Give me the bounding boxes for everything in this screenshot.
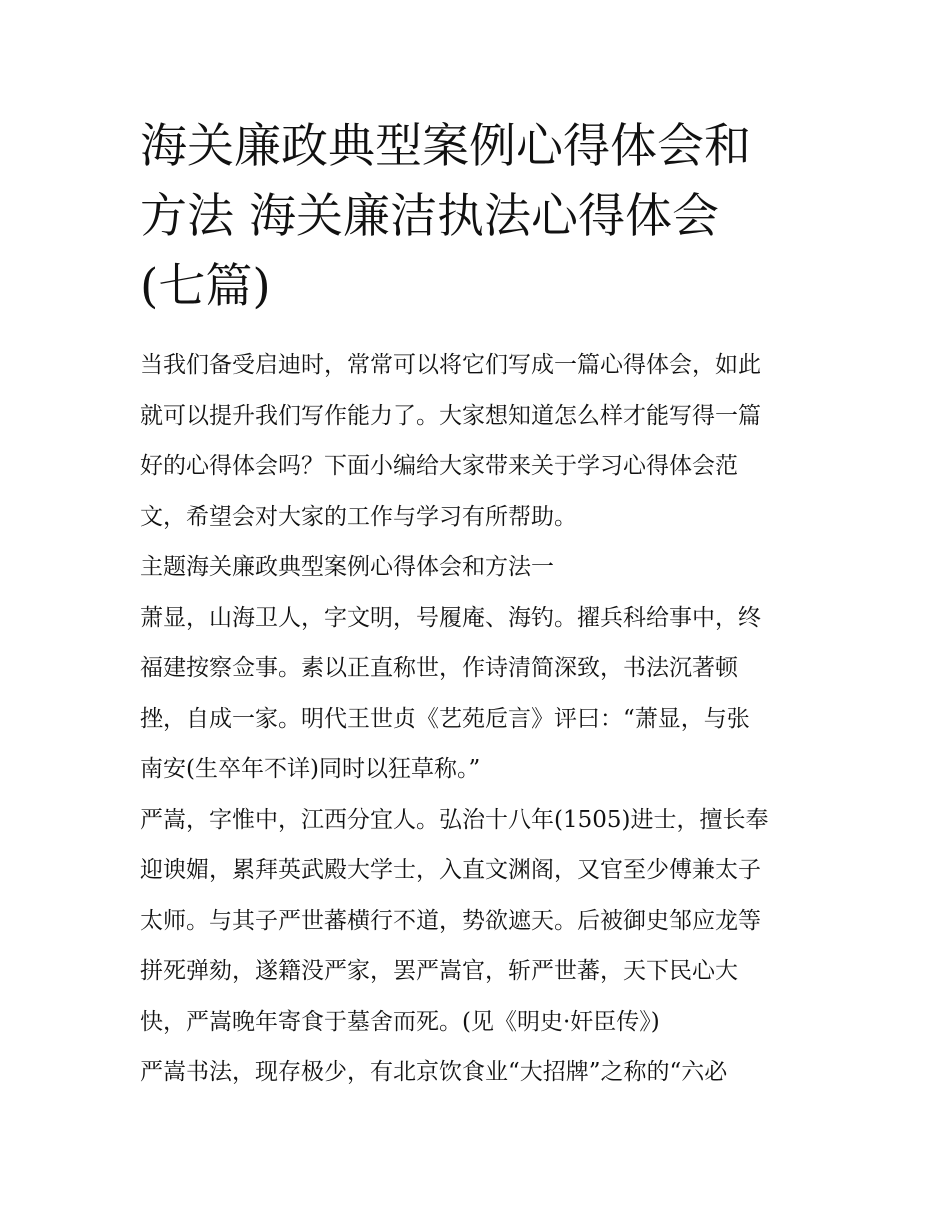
- text-line: 当我们备受启迪时，常常可以将它们写成一篇心得体会，如此: [140, 352, 761, 378]
- yan-song-paragraph: [140, 795, 830, 1048]
- intro-paragraph: [140, 340, 830, 542]
- text-line: 太师。与其子严世蕃横行不道，势欲遮天。后被御史邹应龙等: [140, 907, 761, 934]
- text-line: 就可以提升我们写作能力了。大家想知道怎么样才能写得一篇: [140, 402, 761, 429]
- text-line: 福建按察佥事。素以正直称世，作诗清简深致，书法沉著顿: [140, 655, 738, 681]
- title-line-2: 方法 海关廉洁执法心得体会: [140, 189, 719, 244]
- text-line: 严嵩书法，现存极少，有北京饮食业“大招牌”之称的“六必: [140, 1059, 728, 1085]
- calligraphy-paragraph: [140, 1047, 830, 1098]
- text-line: 挫，自成一家。明代王世贞《艺苑卮言》评曰：“萧显，与张: [140, 705, 750, 732]
- title-line-1: 海关廉政典型案例心得体会和: [140, 119, 751, 174]
- document-body: [140, 112, 830, 1098]
- section-heading: [140, 542, 830, 593]
- text-line: 文，希望会对大家的工作与学习有所帮助。: [140, 503, 577, 530]
- text-line: 迎谀媚，累拜英武殿大学士，入直文渊阁，又官至少傅兼太子: [140, 857, 761, 883]
- document-title: [140, 112, 830, 322]
- text-line: 南安(生卒年不详)同时以狂草称。”: [140, 756, 481, 782]
- text-line: 严嵩，字惟中，江西分宜人。弘治十八年(1505)进士，擅长奉: [140, 806, 769, 833]
- xiao-xian-paragraph: [140, 593, 830, 795]
- text-line: 好的心得体会吗？下面小编给大家带来关于学习心得体会范: [140, 453, 738, 479]
- text-line: 快，严嵩晚年寄食于墓舍而死。(见《明史·奸臣传》): [140, 1008, 660, 1035]
- title-line-3: (七篇): [140, 259, 271, 314]
- text-line: 萧显，山海卫人，字文明，号履庵、海钓。擢兵科给事中，终: [140, 604, 761, 631]
- text-line: 主题海关廉政典型案例心得体会和方法一: [140, 554, 554, 580]
- text-line: 拼死弹劾，遂籍没严家，罢严嵩官，斩严世蕃，天下民心大: [140, 958, 738, 984]
